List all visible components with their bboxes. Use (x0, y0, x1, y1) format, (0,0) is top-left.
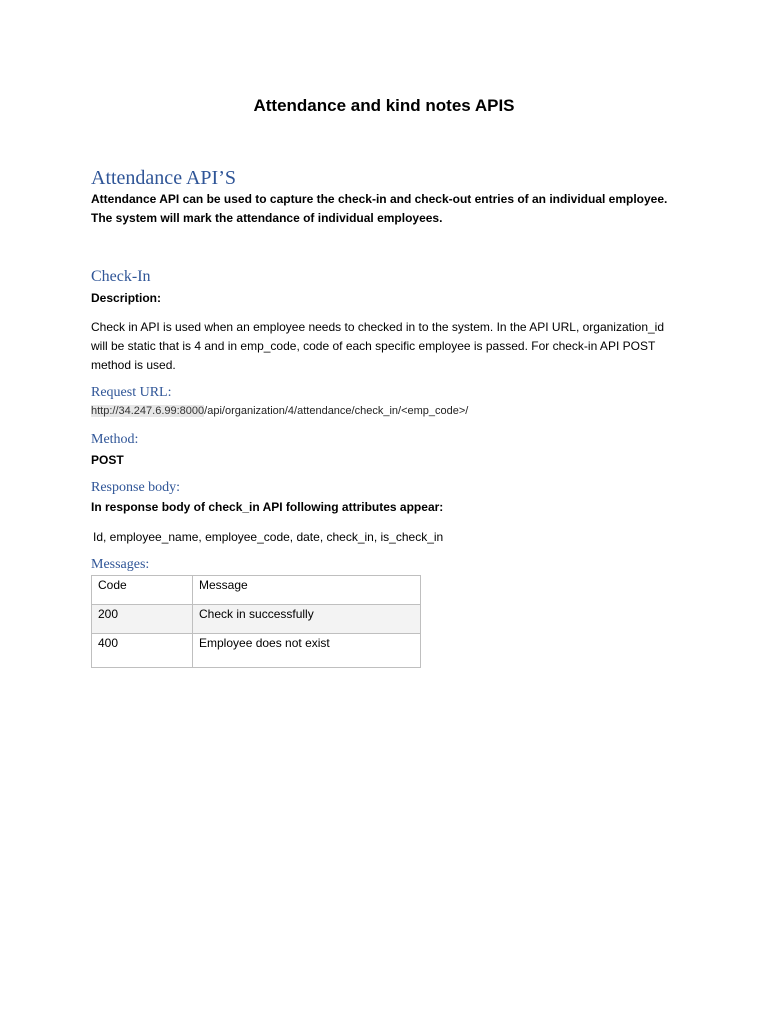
document-title: Attendance and kind notes APIS (253, 96, 515, 115)
response-intro: In response body of check_in API following attributes appear: (91, 500, 444, 514)
description-text: Check in API is used when an employee needs to checked in to the system. In the API URL, organization_id will be static that is 4 and in emp_code, code of each specific employee is passed. For check-in API POST method is used. (91, 320, 664, 372)
messages-table (91, 575, 421, 668)
section-intro: Attendance API can be used to capture the check-in and check-out entries of an individual employee. The system will mark the attendance of individual employees. (91, 192, 668, 225)
table-cell-code: 200 (92, 605, 193, 634)
request-url-label: Request URL: (91, 385, 172, 400)
section-heading-attendance-api: Attendance API’S (91, 167, 236, 189)
table-row (92, 605, 421, 634)
table-cell-message: Employee does not exist (193, 634, 421, 668)
description-label: Description: (91, 291, 162, 305)
table-cell-message: Check in successfully (193, 605, 421, 634)
table-header-row (92, 576, 421, 605)
response-attributes: Id, employee_name, employee_code, date, check_in, is_check_in (93, 530, 444, 544)
request-url-host: http://34.247.6.99:8000 (91, 405, 205, 417)
method-value: POST (91, 453, 124, 467)
request-url (91, 404, 468, 419)
messages-label: Messages: (91, 557, 150, 572)
header-cell-code: Code (92, 576, 193, 605)
subheading-check-in: Check-In (91, 268, 151, 285)
method-label: Method: (91, 432, 139, 447)
request-url-path: /api/organization/4/attendance/check_in/<emp_code>/ (204, 405, 469, 417)
header-cell-message: Message (193, 576, 421, 605)
response-body-label: Response body: (91, 480, 181, 495)
table-cell-code: 400 (92, 634, 193, 668)
table-row (92, 634, 421, 668)
